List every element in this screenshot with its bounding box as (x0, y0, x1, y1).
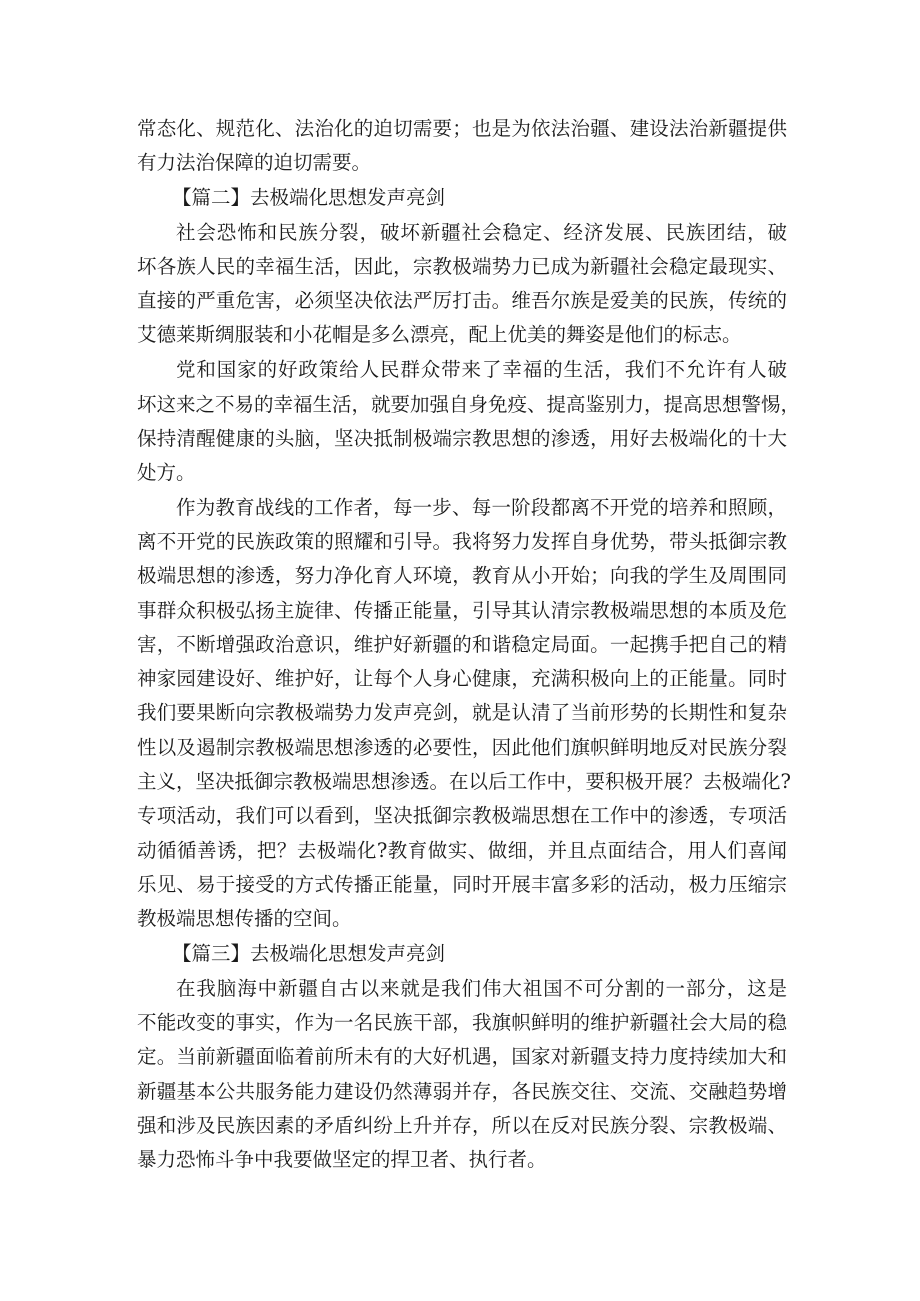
text-line: 定。当前新疆面临着前所未有的大好机遇，国家对新疆支持力度持续加大和 (137, 1045, 787, 1068)
text-line: 强和涉及民族因素的矛盾纠纷上升并存，所以在反对民族分裂、宗教极端、 (137, 1114, 787, 1137)
text-line: 乐见、易于接受的方式传播正能量，同时开展丰富多彩的活动，极力压缩宗 (137, 873, 787, 896)
text-line: 教极端思想传播的空间。 (137, 907, 352, 930)
text-line: 有力法治保障的迫切需要。 (137, 151, 372, 174)
section-heading-2: 【篇二】去极端化思想发声亮剑 (172, 186, 446, 209)
text-line: 直接的严重危害，必须坚决依法严厉打击。维吾尔族是爱美的民族，传统的 (137, 289, 787, 312)
text-line: 处方。 (137, 461, 196, 484)
text-line: 新疆基本公共服务能力建设仍然薄弱并存，各民族交往、交流、交融趋势增 (137, 1080, 787, 1103)
text-line: 事群众积极弘扬主旋律、传播正能量，引导其认清宗教极端思想的本质及危 (137, 599, 787, 622)
text-line: 动循循善诱，把？去极端化?教育做实、做细，并且点面结合，用人们喜闻 (137, 839, 787, 862)
text-line: 害，不断增强政治意识，维护好新疆的和谐稳定局面。一起携手把自己的精 (137, 633, 787, 656)
text-line: 神家园建设好、维护好，让每个人身心健康，充满积极向上的正能量。同时 (137, 667, 787, 690)
text-line: 不能改变的事实，作为一名民族干部，我旗帜鲜明的维护新疆社会大局的稳 (137, 1011, 787, 1034)
text-line: 在我脑海中新疆自古以来就是我们伟大祖国不可分割的一部分，这是 (176, 977, 787, 1000)
section-heading-3: 【篇三】去极端化思想发声亮剑 (172, 942, 446, 965)
text-line: 常态化、规范化、法治化的迫切需要；也是为依法治疆、建设法治新疆提供 (137, 117, 787, 140)
text-line: 极端思想的渗透，努力净化育人环境，教育从小开始；向我的学生及周围同 (137, 564, 787, 587)
text-line: 社会恐怖和民族分裂，破坏新疆社会稳定、经济发展、民族团结，破 (176, 221, 787, 244)
text-line: 主义，坚决抵御宗教极端思想渗透。在以后工作中，要积极开展？去极端化? (137, 770, 791, 793)
text-line: 暴力恐怖斗争中我要做坚定的捍卫者、执行者。 (137, 1148, 547, 1171)
text-line: 保持清醒健康的头脑，坚决抵制极端宗教思想的渗透，用好去极端化的十大 (137, 427, 787, 450)
text-line: 艾德莱斯绸服装和小花帽是多么漂亮，配上优美的舞姿是他们的标志。 (137, 323, 742, 346)
text-line: 坏各族人民的幸福生活，因此，宗教极端势力已成为新疆社会稳定最现实、 (137, 255, 787, 278)
text-line: 离不开党的民族政策的照耀和引导。我将努力发挥自身优势，带头抵御宗教 (137, 530, 787, 553)
text-line: 坏这来之不易的幸福生活，就要加强自身免疫、提高鉴别力，提高思想警惕， (137, 393, 801, 416)
text-line: 专项活动，我们可以看到，坚决抵御宗教极端思想在工作中的渗透，专项活 (137, 804, 787, 827)
text-line: 性以及遏制宗教极端思想渗透的必要性，因此他们旗帜鲜明地反对民族分裂 (137, 736, 787, 759)
text-line: 作为教育战线的工作者，每一步、每一阶段都离不开党的培养和照顾， (176, 496, 787, 519)
text-line: 我们要果断向宗教极端势力发声亮剑，就是认清了当前形势的长期性和复杂 (137, 701, 787, 724)
text-line: 党和国家的好政策给人民群众带来了幸福的生活，我们不允许有人破 (176, 358, 787, 381)
